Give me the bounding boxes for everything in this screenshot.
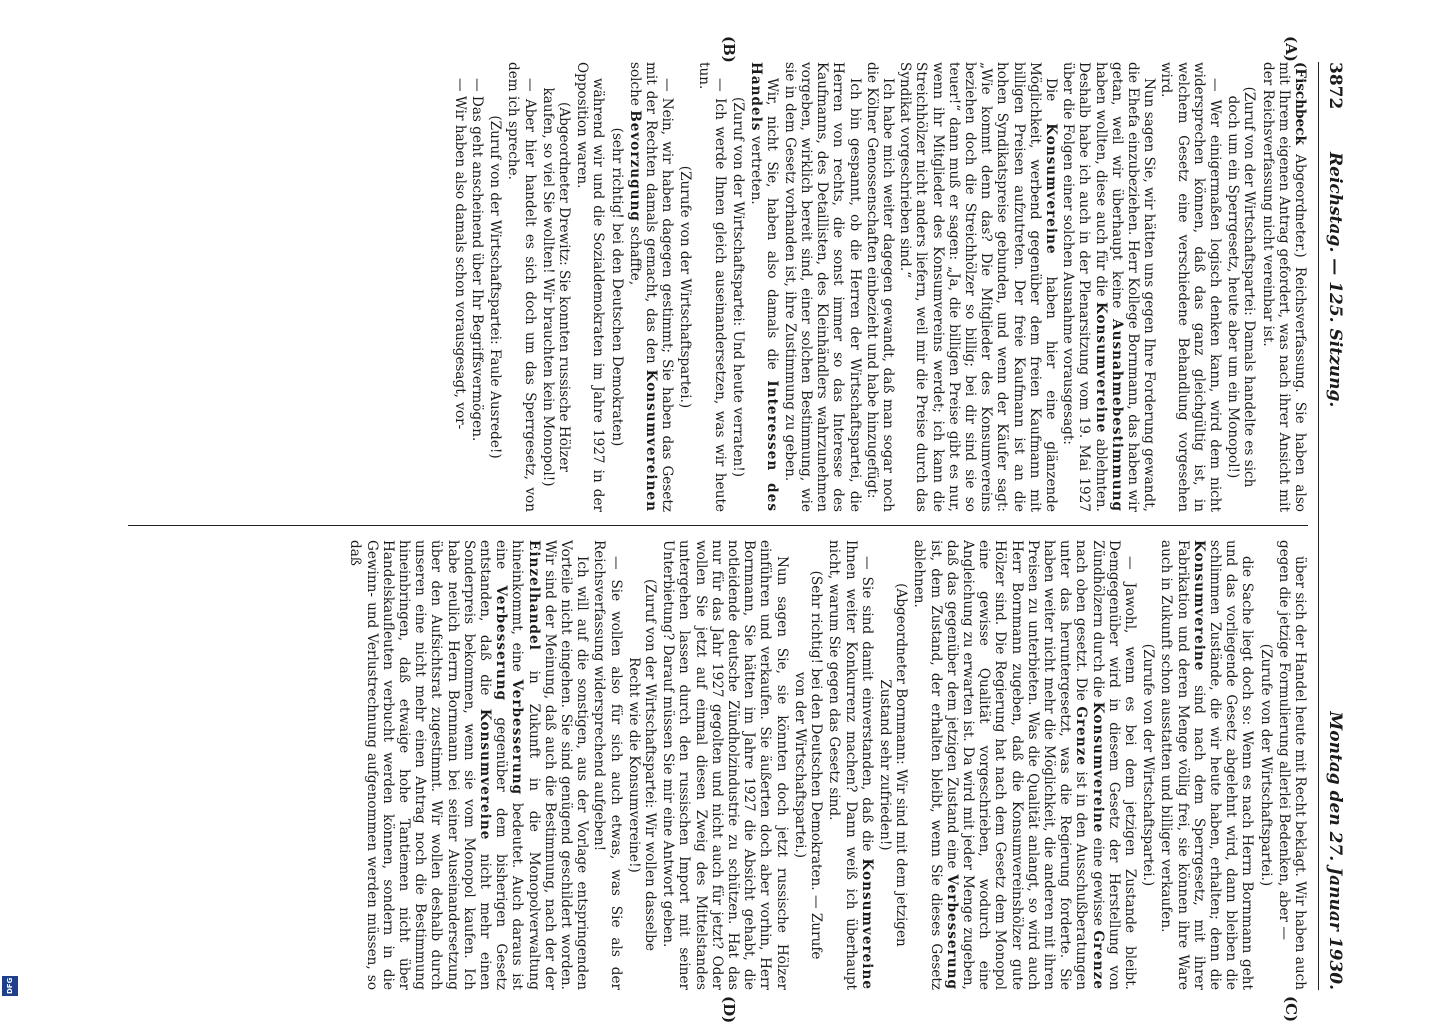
interjection: (Abgeordneter Bornmann: Wir sind mit dem jetzigen Zustand sehr zufrieden!) [876,583,910,947]
side-footer [0,0,22,1000]
emphasized-term: Einzelhandel [525,540,542,651]
paragraph: Ich will auf die sonstigen, aus der Vorlage entspringenden Vorteile nicht eingehen. Sie sind genügend geschildert worden. Wir sind der Meinung, daß auch die Bestimmung, nach der der Einzelhandel in Zukunft in die Monopolverwaltung hineinkommt, eine Verbesserung bedeutet. Auch daraus ist eine Verbesserung gegenüber dem bisherigen Gesetz entstanden, daß die Konsumvereine nicht mehr einen Sonderpreis bekommen, wenn sie vom Monopol kaufen. Ich habe neulich Herrn Bornmann bei seiner Auseinandersetzung über den Aufsichtsrat zugestimmt. Wir wollen deshalb durch unseren eine nicht mehr einen Antrag noch die Bestimmung hineinbringen, daß etwaige hohe Tantiemen nicht über Handelskaufleuten verbucht werden können, sondern in die Gewinn- und Verlustrechnung aufgenommen werden müssen, so daß [347,540,591,990]
emphasized-term: Verbesserung [943,874,960,990]
right-column [128,540,1308,990]
margin-marker-d: (D) [720,996,738,1023]
margin-marker-b: (B) [720,36,738,63]
emphasized-term: Verbesserung [509,679,526,796]
page-number: 3872 [1325,62,1345,110]
text-columns [128,62,1308,990]
interjection: (Zuruf von der Wirtschaftspartei: Und heute verraten!) [730,96,747,478]
interjection: (Zurufe von der Wirtschaftspartei.) [1257,643,1274,887]
emphasized-term: Grenze [1073,706,1090,767]
paragraph: Wir, nicht Sie, haben also damals die Interessen des Handels vertreten. [748,62,781,512]
paragraph: Die Konsumvereine haben hier eine glänzende Möglichkeit, werbend gegenüber dem freien Kaufmann mit billigen Preisen aufzutreten. Der freie Kaufmann ist an die hohen Syndikatspreise gebunden, und wenn der Käufer sagt: „Wie kommt denn das? Die Mitglieder des Konsumvereins beziehen doch die Streichhölzer so billig; bei dir sind sie so teuer!“ dann muß er sagen: „Ja, die billigen Preise gibt es nur, wenn ihr Mitglieder des Konsumvereins werdet; ich kann die Streichhölzer nicht anders liefern, weil mir die Preise durch das Syndikat vorgeschrieben sind.“ [897,62,1059,512]
paragraph: — Wir haben also damals schon vorausgesagt, vor- [451,78,468,430]
paragraph: Ich habe mich weiter dagegen gewandt, daß man sogar noch die Kölner Genossenschaften einbezieht und habe hinzugefügt: [863,62,896,512]
dfg-logo: DFG [2,976,18,996]
margin-marker-c: (C) [1282,996,1300,1023]
paragraph: Ich bin gespannt, ob die Herren der Wirtschaftspartei, die Herren von rechts, die sonst immer so das Interesse des Kaufmanns, des Detaillisten, des Kleinhändlers wahrzunehmen vorgeben, wirklich bereit sind, einer solchen Bestimmung, wie sie in dem Gesetz vorhanden ist, ihre Zustimmung zu geben. [781,62,863,512]
funding-note [0,0,1,980]
emphasized-term: Konsumvereine [858,858,875,990]
emphasized-term: Grenze [1089,930,1106,990]
paragraph: — Sie wollen also für sich auch etwas, was Sie als der Reichsverfassung widersprechend aufgeben! [591,540,624,990]
emphasized-term: Konsumvereine [1089,701,1106,834]
emphasized-term: Interessen des Handels [748,62,781,512]
interjection: (Abgeordneter Drewitz: Sie konnten russische Hölzer kaufen, so viel Sie wollten! Wir brauchten kein Monopol!) [539,87,573,487]
emphasized-term: Ausnahmebestimmung [1108,319,1125,512]
left-column [128,62,1308,512]
emphasized-term: Konsumvereine [1092,301,1109,434]
paragraph: — Aber hier handelt es sich doch um das Sperrgesetz, von dem ich spreche. [505,62,538,512]
speaker-name: (Fischbeck [1292,62,1308,145]
interjection: (Zurufe von der Wirtschaftspartei.) [1140,643,1157,887]
interjection: (Zuruf von der Wirtschaftspartei: Faule Ausrede!) [487,115,504,459]
paragraph: — Jawohl, wenn es bei dem jetzigen Zustande bleibt. Demgegenüber wird in diesem Gesetz der Herstellung von Zündhölzern durch die Konsumvereine eine gewisse Grenze nach oben gesetzt. Die Grenze ist in den Ausschußberatungen unter das heruntergesetzt, was die Regierung forderte. Sie haben weiter nicht mehr die Möglichkeit, die anderen mit ihren Preisen zu unterbieten. Was die Qualität anlangt, so wird auch Herr Bornmann zugeben, daß die Konsumvereinshölzer gute Hölzer sind. Die Regierung hat nach dem Gesetz dem Monopol eine gewisse Qualität vorgeschrieben, wodurch eine Angleichung zu erwarten ist. Da wird mit jeder Menge zugeben, daß das gegenüber dem jetzigen Zustand eine Verbesserung ist, dem Zustand, der erhalten bleibt, wenn Sie dieses Gesetz ablehnen. [911,540,1138,990]
paragraph: während wir und die Sozialdemokraten im Jahre 1927 in der Opposition waren. [574,62,607,512]
emphasized-term: Konsumvereinen [643,369,660,512]
paragraph: — Ich werde Ihnen gleich auseinandersetzen, was wir heute tun. [695,62,728,512]
emphasized-term: Verbesserung [493,585,510,702]
interjection: (Sehr richtig! bei den Deutschen Demokraten. — Zurufe von der Wirtschaftspartei.) [791,570,825,960]
paragraph: — Wer einigermaßen logisch denken kann, wird dem nicht widersprechen können, daß das ganz gleichgültig ist, in welchem Gesetz eine verschiedene Behandlung vorgesehen wird. [1158,62,1223,512]
scanned-page-frame [118,36,1358,1023]
session-title: Reichstag. — 125. Sitzung. [1325,152,1345,408]
session-date: Montag den 27. Januar 1930. [1325,711,1345,990]
emphasized-term: Konsumvereine [1190,540,1207,672]
interjection: (Zurufe von der Wirtschaftspartei.) [677,165,694,409]
paragraph: Nun sagen Sie, wir hätten uns gegen Ihre Forderung gewandt, die Ehefa einzubeziehen. Herr Kollege Bornmann, das haben wir getan, weil wir überhaupt keine Ausnahmebestimmung haben wollten, diese auch für die Konsumvereine ablehnten. Deshalb habe ich auch in der Plenarsitzung vom 19. Mai 1927 über die Folgen einer solchen Ausnahme vorausgesagt: [1060,62,1158,512]
paragraph: — Das geht anscheinend über Ihr Begriffsvermögen. [469,78,486,442]
emphasized-term: Bevorzugung [626,110,643,222]
margin-marker-a: (A) [1282,36,1300,62]
page-header [1318,62,1358,990]
interjection: (Zuruf von der Wirtschaftspartei: Damals handelte es sich doch um ein Sperrgesetz, heute aber um ein Monopol!) [1225,86,1258,488]
paragraph: — Sie sind damit einverstanden, daß die Konsumvereine Ihnen weiter Konkurrenz machen? Dann weiß ich überhaupt nicht, warum Sie gegen das Gesetz sind. [826,540,875,990]
paragraph: Nun sagen Sie, sie könnten doch jetzt russische Hölzer einführen und verkaufen. Sie äußerten doch aber vorhin, Herr Bornmann, Sie hätten im Jahre 1927 die Absicht gehabt, die notleidende deutsche Zündholzindustrie zu schützen. Hat das nur für das Jahr 1927 gegolten und nicht auch für jetzt? Oder wollen Sie jetzt auf einmal diesen Zweig des Mittelstandes untergehen lassen durch den russischen Import mit seiner Unterbietung? Darauf müssen Sie mir eine Antwort geben. [660,540,790,990]
paragraph: über sich der Handel heute mit Recht beklagt. Wir haben auch gegen die jetzige Formulierung allerlei Bedenken, aber — [1275,540,1308,990]
paragraph: die Sache liegt doch so: Wenn es nach Herrn Bornmann geht und das vorliegende Gesetz abgelehnt wird, dann bleiben die schlimmen Zustände, die wir heute haben, erhalten; denn die Konsumvereine sind nach dem Sperrgesetz, mit ihrer Fabrikation und deren Menge völlig frei, sie können ihre Ware auch in Zukunft schon ausstatten und billiger verkaufen. [1158,540,1256,990]
emphasized-term: Konsumvereine [477,708,494,841]
column-divider [128,512,1308,540]
interjection: (sehr richtig! bei den Deutschen Demokraten) [608,127,625,447]
speaker-paragraph: (Fischbeck Abgeordneter.) Reichsverfassung. Sie haben also mit Ihrem eigenen Antrag gefordert, was nach ihrer Ansicht mit der Reichsverfassung nicht vereinbar ist. [1259,62,1308,512]
emphasized-term: Konsumvereine [1042,123,1059,255]
interjection: (Zuruf von der Wirtschaftspartei: Wir wollen dasselbe Recht wie die Konsumvereine!) [625,578,659,952]
scanned-page [118,36,1358,1023]
paragraph: — Nein, wir haben dagegen gestimmt; Sie haben das Gesetz mit der Rechten damals gemacht, das den Konsumvereinen solche Bevorzugung schaffte, [626,62,676,512]
